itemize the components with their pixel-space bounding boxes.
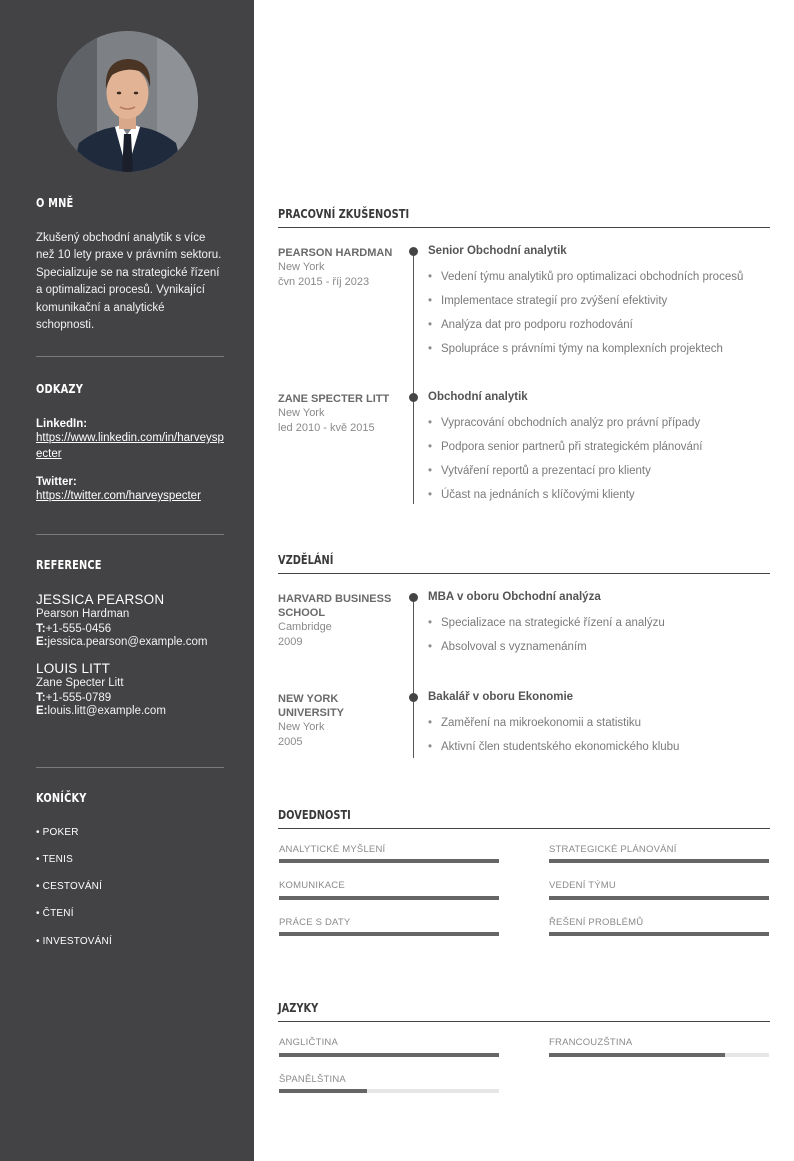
divider [36, 767, 224, 768]
skill-bar-fill [279, 932, 499, 936]
hobby-item: • TENIS [36, 854, 73, 865]
education-org [278, 692, 400, 750]
references-heading: REFERENCE [36, 558, 102, 572]
skill-bar [279, 859, 499, 863]
about-text: Zkušený obchodní analytik s více než 10 lety praxe v právním sektoru. Specializuje se na strategické řízení a optimalizaci procesů. Vynikající komunikační a analytické schopnosti. [36, 232, 222, 332]
twitter-label: Twitter: [36, 476, 77, 488]
experience-title: Senior Obchodní analytik [428, 245, 567, 257]
experience-org [278, 392, 400, 436]
skill-name: VEDENÍ TÝMU [549, 880, 616, 891]
reference-email [36, 705, 224, 717]
experience-bullet: • Vytváření reportů a prezentací pro klienty [428, 465, 651, 477]
education-dates: 2005 [278, 736, 303, 748]
about-heading: O MNĚ [36, 196, 74, 210]
experience-dates: led 2010 - kvě 2015 [278, 422, 375, 434]
section-rule [278, 1021, 770, 1022]
timeline-dot [409, 593, 418, 602]
experience-bullet: • Vedení týmu analytiků pro optimalizaci obchodních procesů [428, 271, 743, 283]
experience-location: New York [278, 407, 325, 419]
language-bar [279, 1053, 499, 1057]
experience-bullet: • Vypracování obchodních analýz pro právní případy [428, 417, 700, 429]
reference-phone-value: +1-555-0789 [45, 692, 112, 704]
language-name: FRANCOUZŠTINA [549, 1037, 633, 1048]
education-bullet: • Absolvoval s vyznamenáním [428, 641, 587, 653]
section-rule [278, 828, 770, 829]
language-name: ANGLIČTINA [279, 1037, 339, 1048]
skill-bar-fill [549, 932, 769, 936]
skill-bar [279, 932, 499, 936]
hobby-item: • INVESTOVÁNÍ [36, 936, 112, 947]
timeline-dot [409, 393, 418, 402]
references-section [36, 558, 224, 717]
experience-org-name: PEARSON HARDMAN [278, 247, 393, 259]
experience-title: Obchodní analytik [428, 391, 528, 403]
reference-company: Zane Specter Litt [36, 677, 124, 689]
reference-phone-value: +1-555-0456 [45, 623, 112, 635]
reference-email-value: louis.litt@example.com [47, 705, 166, 717]
language-bar-fill [549, 1053, 725, 1057]
education-org-name: HARVARD BUSINESS SCHOOL [278, 593, 392, 619]
hobby-item: • CESTOVÁNÍ [36, 881, 103, 892]
email-prefix: E: [36, 636, 48, 648]
skill-name: ŘEŠENÍ PROBLÉMŮ [549, 917, 644, 928]
experience-bullet: • Spolupráce s právními týmy na komplexních projektech [428, 343, 723, 355]
links-heading: ODKAZY [36, 382, 84, 396]
phone-prefix: T: [36, 692, 46, 704]
education-title: Bakalář v oboru Ekonomie [428, 691, 574, 703]
education-bullet: • Aktivní člen studentského ekonomického klubu [428, 741, 679, 753]
education-dates: 2009 [278, 636, 303, 648]
section-rule [278, 227, 770, 228]
language-name: ŠPANĚLŠTINA [279, 1074, 346, 1085]
language-bar [279, 1089, 499, 1093]
experience-bullet: • Implementace strategií pro zvýšení efektivity [428, 295, 667, 307]
skill-bar-fill [279, 896, 499, 900]
skill-bar [549, 932, 769, 936]
experience-dates: čvn 2015 - říj 2023 [278, 276, 370, 288]
reference-phone [36, 692, 224, 704]
language-bar [549, 1053, 769, 1057]
language-bar-fill [279, 1089, 367, 1093]
timeline-dot [409, 693, 418, 702]
hobbies-heading: KONÍČKY [36, 791, 87, 805]
reference-name: JESSICA PEARSON [36, 592, 165, 607]
reference-company: Pearson Hardman [36, 608, 130, 620]
phone-prefix: T: [36, 623, 46, 635]
about-section [36, 196, 224, 334]
experience-location: New York [278, 261, 325, 273]
education-location: New York [278, 721, 325, 733]
linkedin-link[interactable]: https://www.linkedin.com/in/harveyspecter [36, 432, 224, 460]
hobby-item: • ČTENÍ [36, 908, 74, 919]
experience-bullet: • Podpora senior partnerů při strategickém plánování [428, 441, 702, 453]
reference-item [36, 592, 224, 648]
skill-bar-fill [549, 859, 769, 863]
skill-bar-fill [279, 859, 499, 863]
reference-name: LOUIS LITT [36, 661, 111, 676]
timeline-dot [409, 247, 418, 256]
education-org-name: NEW YORK UNIVERSITY [278, 693, 345, 719]
skill-bar [279, 896, 499, 900]
links-section [36, 382, 224, 504]
twitter-item [36, 476, 224, 504]
profile-photo [57, 31, 198, 172]
skill-name: PRÁCE S DATY [279, 917, 351, 928]
reference-phone [36, 623, 224, 635]
skill-bar-fill [549, 896, 769, 900]
experience-heading: PRACOVNÍ ZKUŠENOSTI [278, 207, 410, 221]
hobby-item: • POKER [36, 827, 79, 838]
languages-heading: JAZYKY [278, 1001, 319, 1015]
education-org [278, 592, 400, 650]
experience-org-name: ZANE SPECTER LITT [278, 393, 390, 405]
skill-name: KOMUNIKACE [279, 880, 345, 891]
section-rule [278, 573, 770, 574]
language-bar-fill [279, 1053, 499, 1057]
education-bullet: • Specializace na strategické řízení a analýzu [428, 617, 665, 629]
experience-org [278, 246, 400, 290]
twitter-link[interactable]: https://twitter.com/harveyspecter [36, 490, 201, 502]
skills-heading: DOVEDNOSTI [278, 808, 351, 822]
email-prefix: E: [36, 705, 48, 717]
sidebar [0, 0, 254, 1161]
divider [36, 534, 224, 535]
experience-timeline [413, 252, 414, 504]
experience-bullet: • Účast na jednáních s klíčovými klienty [428, 489, 635, 501]
skill-name: ANALYTICKÉ MYŠLENÍ [279, 844, 386, 855]
skill-bar [549, 896, 769, 900]
profile-photo-image [57, 31, 198, 172]
reference-email-value: jessica.pearson@example.com [47, 636, 208, 648]
linkedin-item [36, 418, 224, 462]
linkedin-label: LinkedIn: [36, 418, 88, 430]
education-title: MBA v oboru Obchodní analýza [428, 591, 601, 603]
experience-bullet: • Analýza dat pro podporu rozhodování [428, 319, 633, 331]
education-bullet: • Zaměření na mikroekonomii a statistiku [428, 717, 641, 729]
skill-bar [549, 859, 769, 863]
hobbies-section [36, 791, 224, 805]
education-heading: VZDĚLÁNÍ [278, 553, 334, 567]
skill-name: STRATEGICKÉ PLÁNOVÁNÍ [549, 844, 677, 855]
reference-item [36, 661, 224, 717]
divider [36, 356, 224, 357]
education-location: Cambridge [278, 621, 332, 633]
education-timeline [413, 598, 414, 758]
reference-email [36, 636, 224, 648]
